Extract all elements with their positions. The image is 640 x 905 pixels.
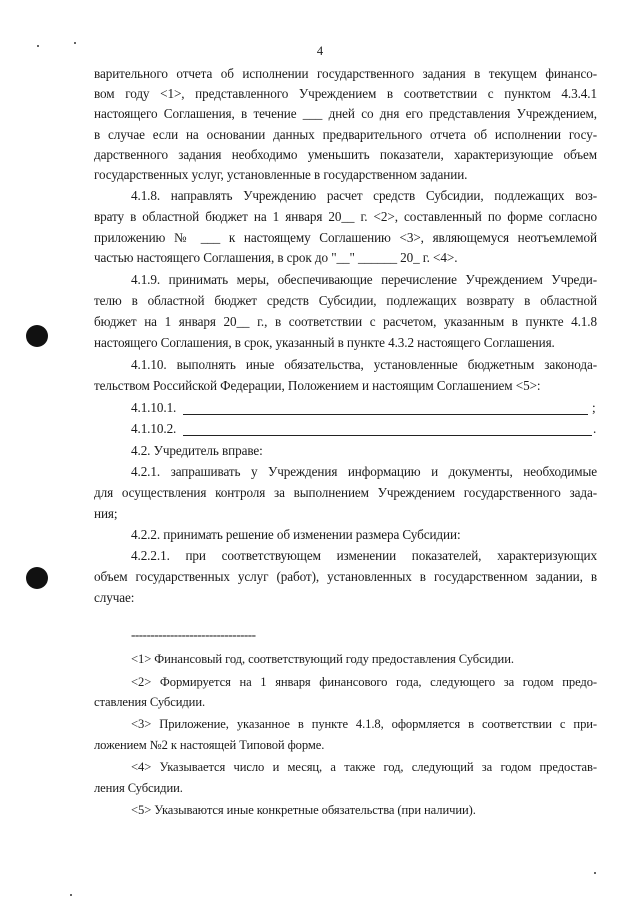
footnote-3: <3> Приложение, указанное в пункте 4.1.8, оформляется в соответствии с при- (131, 717, 597, 731)
footnote-separator: -------------------------------- (131, 627, 256, 642)
text-line: ния; (94, 506, 118, 521)
text-line: тельством Российской Федерации, Положением и настоящим Соглашением <5>: (94, 378, 541, 393)
text-line: приложению № ___ к настоящему Соглашению <3>, являющемуся неотъемлемой (94, 230, 597, 245)
text-line: настоящего Соглашения, в срок, указанный в пункте 4.3.2 настоящего Соглашения. (94, 335, 555, 350)
text-line: ложением №2 к настоящей Типовой форме. (94, 738, 325, 752)
footnote-4: <4> Указывается число и месяц, а также год, следующий за годом предостав- (131, 760, 597, 774)
footnote-2: <2> Формируется на 1 января финансового года, следующего за годом предо- (131, 675, 597, 689)
clause-4-1-10-2: 4.1.10.2. (131, 421, 177, 436)
blank-fill-line (183, 414, 588, 415)
text-line: бюджет на 1 января 20__ г., в соответствии с расчетом, указанным в пункте 4.1.8 (94, 314, 597, 329)
clause-4-2-2: 4.2.2. принимать решение об изменении размера Субсидии: (131, 527, 461, 542)
text-line: настоящего Соглашения, в течение ___ дней со дня его представления Учреждением, (94, 106, 597, 121)
text-line: ления Субсидии. (94, 781, 183, 795)
text-line: ставления Субсидии. (94, 695, 206, 709)
text-line: государственных услуг, установленные в государственном задании. (94, 167, 468, 182)
clause-4-2-2-1: 4.2.2.1. при соответствующем изменении показателей, характеризующих (131, 548, 597, 563)
text-line: объем государственных услуг (работ), установленных в государственном задании, в (94, 569, 597, 584)
text-line: в случае если на основании данных предварительного отчета об исполнении госу- (94, 127, 597, 142)
blank-fill-line (183, 435, 592, 436)
punch-hole-mark (26, 325, 48, 347)
punch-hole-mark (26, 567, 48, 589)
text-line: вом году <1>, представленного Учреждением в соответствии с пунктом 4.3.4.1 (94, 86, 597, 101)
clause-4-1-10: 4.1.10. выполнять иные обязательства, установленные бюджетным законода- (131, 357, 597, 372)
scan-speck (74, 42, 76, 44)
line-end-semicolon: ; (592, 400, 596, 415)
scan-speck (594, 872, 596, 874)
text-line: для осуществления контроля за выполнением Учреждением государственного зада- (94, 485, 597, 500)
text-line: врату в областной бюджет на 1 января 20__ г. <2>, составленный по форме согласно (94, 209, 597, 224)
clause-4-1-10-1: 4.1.10.1. (131, 400, 177, 415)
clause-4-2: 4.2. Учредитель вправе: (131, 443, 263, 458)
clause-4-1-8: 4.1.8. направлять Учреждению расчет средств Субсидии, подлежащих воз- (131, 188, 597, 203)
page-number: 4 (316, 44, 324, 58)
clause-4-2-1: 4.2.1. запрашивать у Учреждения информацию и документы, необходимые (131, 464, 597, 479)
text-line: случае: (94, 590, 135, 605)
footnote-5: <5> Указываются иные конкретные обязательства (при наличии). (131, 803, 476, 817)
text-line: телю в областной бюджет средств Субсидии, подлежащих возврату в областной (94, 293, 597, 308)
text-line: варительного отчета об исполнении государственного задания в текущем финансо- (94, 66, 597, 81)
text-line: частью настоящего Соглашения, в срок до "__" ______ 20_ г. <4>. (94, 250, 458, 265)
scan-speck (37, 45, 39, 47)
text-line: дарственного задания необходимо уменьшить показатели, характеризующие объем (94, 147, 597, 162)
footnote-1: <1> Финансовый год, соответствующий году предоставления Субсидии. (131, 652, 514, 666)
clause-4-1-9: 4.1.9. принимать меры, обеспечивающие перечисление Учреждением Учреди- (131, 272, 597, 287)
scan-speck (70, 894, 72, 896)
line-end-period: . (593, 421, 597, 436)
